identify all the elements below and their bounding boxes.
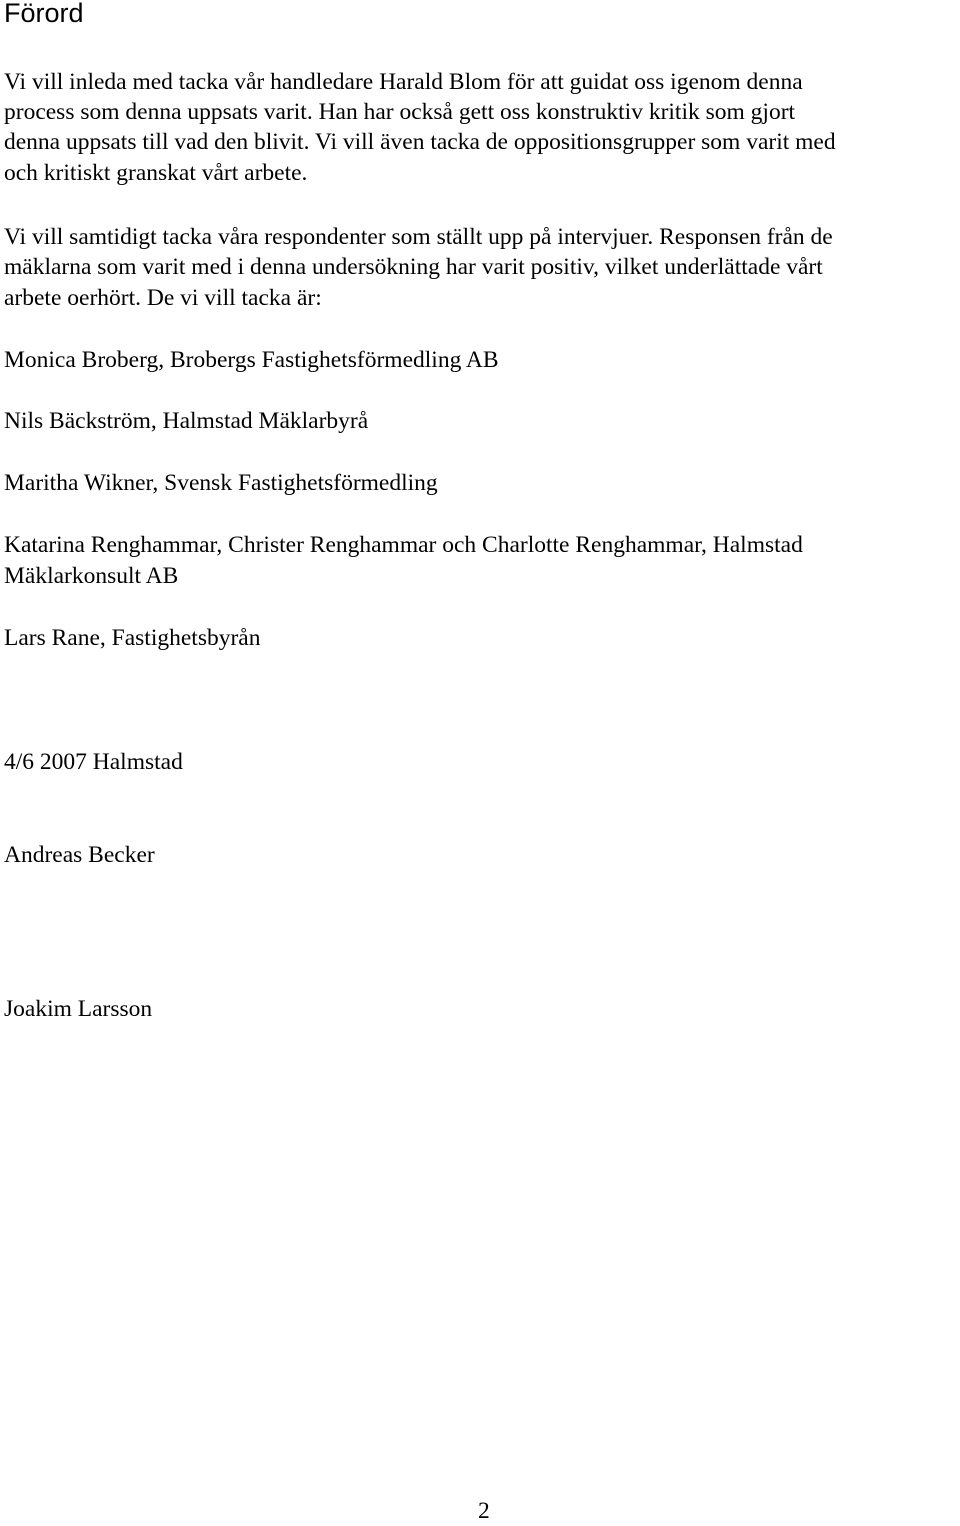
- respondent-item: Maritha Wikner, Svensk Fastighetsförmedling: [4, 470, 438, 496]
- paragraph-line: mäklarna som varit med i denna undersökning har varit positiv, vilket underlättade vårt: [4, 254, 823, 280]
- respondent-item: Nils Bäckström, Halmstad Mäklarbyrå: [4, 408, 369, 434]
- paragraph-line: denna uppsats till vad den blivit. Vi vill även tacka de oppositionsgrupper som varit med: [4, 129, 836, 155]
- page-number: 2: [478, 1498, 490, 1524]
- page-heading: Förord: [4, 0, 84, 28]
- author-name: Andreas Becker: [4, 842, 155, 868]
- paragraph-line: process som denna uppsats varit. Han har också gett oss konstruktiv kritik som gjort: [4, 99, 796, 125]
- paragraph-line: Vi vill samtidigt tacka våra respondenter som ställt upp på intervjuer. Responsen från de: [4, 224, 833, 250]
- respondent-item: Lars Rane, Fastighetsbyrån: [4, 625, 261, 651]
- author-name: Joakim Larsson: [4, 996, 153, 1022]
- paragraph-line: arbete oerhört. De vi vill tacka är:: [4, 285, 322, 311]
- respondent-item-continuation: Mäklarkonsult AB: [4, 563, 179, 589]
- date-place: 4/6 2007 Halmstad: [4, 749, 183, 775]
- respondent-item: Monica Broberg, Brobergs Fastighetsförmedling AB: [4, 347, 499, 373]
- paragraph-line: Vi vill inleda med tacka vår handledare Harald Blom för att guidat oss igenom denna: [4, 69, 803, 95]
- paragraph-line: och kritiskt granskat vårt arbete.: [4, 160, 308, 186]
- respondent-item: Katarina Renghammar, Christer Renghammar och Charlotte Renghammar, Halmstad: [4, 532, 803, 558]
